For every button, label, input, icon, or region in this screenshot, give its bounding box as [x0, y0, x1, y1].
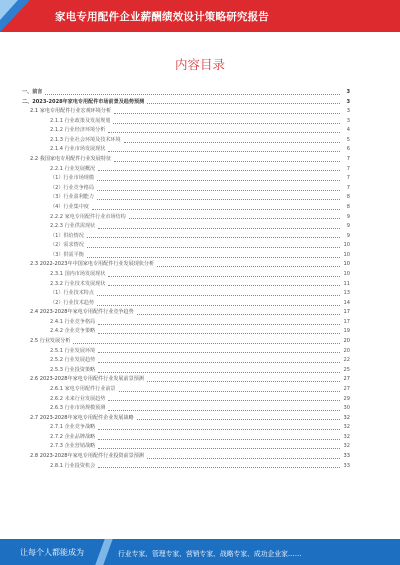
toc-entry[interactable] [22, 136, 350, 146]
toc-page-number: 11 [343, 280, 350, 287]
toc-entry-text: 2.1.2 行业经济环境分析 [50, 127, 106, 134]
toc-entry-text: （3）行业盈利能力 [50, 194, 94, 201]
toc-leader-dots [98, 352, 340, 353]
toc-entry-text: 2.7.2 企业品牌战略 [50, 433, 96, 440]
toc-page-number: 10 [343, 242, 350, 249]
toc-entry-text: 2.4.1 行业竞争格局 [50, 318, 96, 325]
toc-page-number: 8 [346, 203, 350, 210]
toc-page-number: 30 [343, 405, 350, 412]
footer-tagline: 行业专家、管理专家、营销专家、战略专家、成功企业家…… [118, 550, 302, 558]
toc-entry[interactable] [22, 270, 350, 280]
toc-leader-dots [147, 458, 340, 459]
toc-page-number: 7 [346, 165, 350, 172]
header-accent-light [0, 0, 18, 20]
toc-leader-dots [157, 266, 340, 267]
toc-page-number: 3 [346, 108, 350, 115]
toc-page-number: 27 [343, 376, 350, 383]
toc-entry[interactable] [22, 165, 350, 175]
toc-entry[interactable] [22, 222, 350, 232]
toc-entry-text: 2.8.1 行业投资机会 [50, 462, 96, 469]
toc-entry[interactable] [22, 184, 350, 194]
toc-leader-dots [98, 372, 340, 373]
toc-entry-text: 2.6.1 家电专用配件行业前景 [50, 385, 116, 392]
toc-page-number: 7 [346, 156, 350, 163]
toc-leader-dots [108, 132, 340, 133]
toc-entry[interactable] [22, 107, 350, 117]
toc-leader-dots [87, 237, 340, 238]
toc-entry[interactable] [22, 385, 350, 395]
toc-entry-text: （1）行业市场规模 [50, 175, 94, 182]
toc-entry-text: 2.6.2 未来行业发展趋势 [50, 395, 106, 402]
toc-entry[interactable] [22, 327, 350, 337]
toc-leader-dots [108, 400, 340, 401]
toc-leader-dots [98, 228, 340, 229]
toc-leader-dots [124, 142, 340, 143]
toc-leader-dots [73, 343, 340, 344]
toc-page-number: 33 [343, 462, 350, 469]
toc-leader-dots [113, 123, 340, 124]
toc-entry[interactable] [22, 203, 350, 213]
toc-entry[interactable] [22, 155, 350, 165]
toc-leader-dots [98, 467, 340, 468]
toc-page-number: 10 [343, 261, 350, 268]
toc-page-number: 32 [343, 414, 350, 421]
toc-entry-text: 二、2023-2028年家电专用配件市场前景及趋势预测 [22, 98, 145, 105]
toc-entry[interactable] [22, 117, 350, 127]
toc-page-number: 33 [343, 452, 350, 459]
toc-page-number: 8 [346, 194, 350, 201]
toc-leader-dots [92, 209, 340, 210]
toc-page-number: 7 [346, 184, 350, 191]
toc-leader-dots [147, 103, 340, 104]
toc-entry-text: 2.2.1 行业发展概况 [50, 165, 96, 172]
toc-entry-text: 2.2.2 家电专用配件行业市场结构 [50, 213, 126, 220]
toc-entry[interactable] [22, 241, 350, 251]
toc-page-number: 9 [346, 213, 350, 220]
toc-entry-text: 2.4.2 企业竞争策略 [50, 328, 96, 335]
toc-page-number: 25 [343, 366, 350, 373]
toc-page-number: 22 [343, 357, 350, 364]
toc-leader-dots [87, 257, 340, 258]
toc-page-number: 9 [346, 223, 350, 230]
toc-page-number: 29 [343, 395, 350, 402]
toc-entry[interactable] [22, 280, 350, 290]
toc-page-number: 14 [343, 299, 350, 306]
toc-entry-text: 2.2.3 行业供需现状 [50, 223, 96, 230]
table-of-contents [22, 88, 350, 471]
toc-page-number: 5 [346, 136, 350, 143]
toc-entry-text: 2.7.3 企业营销战略 [50, 443, 96, 450]
toc-leader-dots [97, 180, 340, 181]
toc-entry-text: 2.8 2023-2028年家电专用配件行业投资前景预测 [30, 452, 144, 459]
toc-entry-text: 2.3.1 国内市场发展现状 [50, 270, 106, 277]
toc-page-number: 17 [343, 309, 350, 316]
toc-entry[interactable] [22, 126, 350, 136]
toc-entry[interactable] [22, 318, 350, 328]
toc-entry-text: 一、前言 [22, 89, 43, 95]
toc-page-number: 17 [343, 318, 350, 325]
toc-page-number: 10 [343, 251, 350, 258]
toc-leader-dots [45, 94, 340, 95]
toc-leader-dots [137, 419, 340, 420]
toc-leader-dots [97, 190, 340, 191]
toc-page-number: 13 [343, 290, 350, 297]
toc-page-number: 20 [343, 338, 350, 345]
toc-entry-text: 2.3.2 行业技术发展现状 [50, 280, 106, 287]
toc-entry[interactable] [22, 145, 350, 155]
toc-page-number: 6 [346, 146, 350, 153]
toc-entry[interactable] [22, 395, 350, 405]
toc-page-number: 19 [343, 328, 350, 335]
toc-entry-text: （2）需求情况 [50, 242, 84, 249]
toc-page-number: 9 [346, 232, 350, 239]
toc-entry[interactable] [22, 232, 350, 242]
toc-entry-text: 2.6 2023-2028年家电专用配件行业发展前景预测 [30, 376, 144, 383]
toc-page-number: 27 [343, 385, 350, 392]
toc-leader-dots [137, 314, 340, 315]
toc-page-number: 3 [346, 98, 350, 105]
toc-entry[interactable] [22, 404, 350, 414]
toc-entry-text: 2.7 2023-2028年家电专用配件企业发展战略 [30, 414, 134, 421]
toc-leader-dots [108, 276, 340, 277]
toc-entry[interactable] [22, 174, 350, 184]
toc-page-number: 32 [343, 424, 350, 431]
toc-entry-text: （1）行业技术特点 [50, 290, 94, 297]
toc-entry[interactable] [22, 366, 350, 376]
toc-leader-dots [114, 161, 340, 162]
toc-entry[interactable] [22, 213, 350, 223]
toc-entry[interactable] [22, 462, 350, 472]
toc-entry-text: （1）供给情况 [50, 232, 84, 239]
toc-entry[interactable] [22, 88, 350, 98]
toc-leader-dots [98, 448, 340, 449]
toc-leader-dots [114, 113, 340, 114]
toc-leader-dots [98, 333, 340, 334]
footer-stripe [95, 539, 112, 565]
toc-entry[interactable] [22, 414, 350, 424]
toc-entry-text: 2.5.2 行业发展趋势 [50, 357, 96, 364]
toc-page-number: 20 [343, 347, 350, 354]
toc-leader-dots [87, 247, 340, 248]
toc-entry-text: 2.7.1 企业竞争战略 [50, 424, 96, 431]
toc-leader-dots [97, 199, 340, 200]
toc-entry[interactable] [22, 452, 350, 462]
toc-entry-text: 2.1.3 行业社会环境及技术环境 [50, 136, 121, 143]
toc-leader-dots [129, 218, 340, 219]
report-footer [0, 539, 400, 565]
toc-entry-text: 2.2 我国家电专用配件行业发展特征 [30, 156, 112, 163]
toc-leader-dots [119, 391, 340, 392]
report-header [0, 0, 400, 32]
toc-entry[interactable] [22, 98, 350, 108]
toc-entry-text: （3）供需平衡 [50, 251, 84, 258]
toc-entry[interactable] [22, 308, 350, 318]
toc-entry-text: 2.5 行业发展分析 [30, 338, 71, 345]
toc-entry-text: 2.4 2023-2028年家电专用配件行业竞争趋势 [30, 309, 134, 316]
toc-entry[interactable] [22, 289, 350, 299]
toc-entry[interactable] [22, 193, 350, 203]
toc-page-number: 32 [343, 443, 350, 450]
toc-page-number: 32 [343, 433, 350, 440]
toc-entry-text: 2.5.3 行业投资策略 [50, 366, 96, 373]
toc-entry[interactable] [22, 356, 350, 366]
toc-leader-dots [98, 439, 340, 440]
toc-leader-dots [108, 410, 340, 411]
toc-leader-dots [98, 170, 340, 171]
toc-entry-text: （2）行业技术趋势 [50, 299, 94, 306]
toc-entry[interactable] [22, 433, 350, 443]
toc-leader-dots [108, 285, 340, 286]
toc-entry-text: （4）行业集中度 [50, 203, 89, 210]
toc-leader-dots [98, 362, 340, 363]
toc-page-number: 3 [346, 117, 350, 124]
toc-entry[interactable] [22, 251, 350, 261]
toc-page-number: 3 [346, 89, 350, 95]
toc-entry[interactable] [22, 299, 350, 309]
report-title: 家电专用配件企业薪酬绩效设计策略研究报告 [55, 11, 269, 23]
toc-entry-text: 2.5.1 行业发展环境 [50, 347, 96, 354]
toc-leader-dots [147, 381, 340, 382]
toc-entry[interactable] [22, 347, 350, 357]
toc-leader-dots [97, 305, 340, 306]
toc-entry-text: 2.1 家电专用配件行业宏观环境分析 [30, 108, 112, 115]
toc-heading: 内容目录 [174, 57, 225, 72]
toc-entry-text: （2）行业竞争格局 [50, 184, 94, 191]
toc-entry-text: 2.1.4 行业市场发展现状 [50, 146, 106, 153]
toc-leader-dots [108, 151, 340, 152]
toc-leader-dots [98, 324, 340, 325]
toc-entry[interactable] [22, 337, 350, 347]
toc-leader-dots [98, 429, 340, 430]
toc-entry-text: 2.6.3 行业市场规模预测 [50, 405, 106, 412]
toc-page-number: 4 [346, 127, 350, 134]
footer-slogan: 让每个人都能成为 [20, 548, 84, 557]
toc-page-number: 10 [343, 270, 350, 277]
toc-entry-text: 2.3 2022-2023年中国家电专用配件行业发展现状分析 [30, 261, 155, 268]
toc-entry[interactable] [22, 423, 350, 433]
toc-leader-dots [97, 295, 340, 296]
toc-page-number: 7 [346, 175, 350, 182]
toc-entry[interactable] [22, 442, 350, 452]
toc-entry[interactable] [22, 260, 350, 270]
toc-entry-text: 2.1.1 行业政策及发展规划 [50, 117, 111, 124]
toc-entry[interactable] [22, 375, 350, 385]
